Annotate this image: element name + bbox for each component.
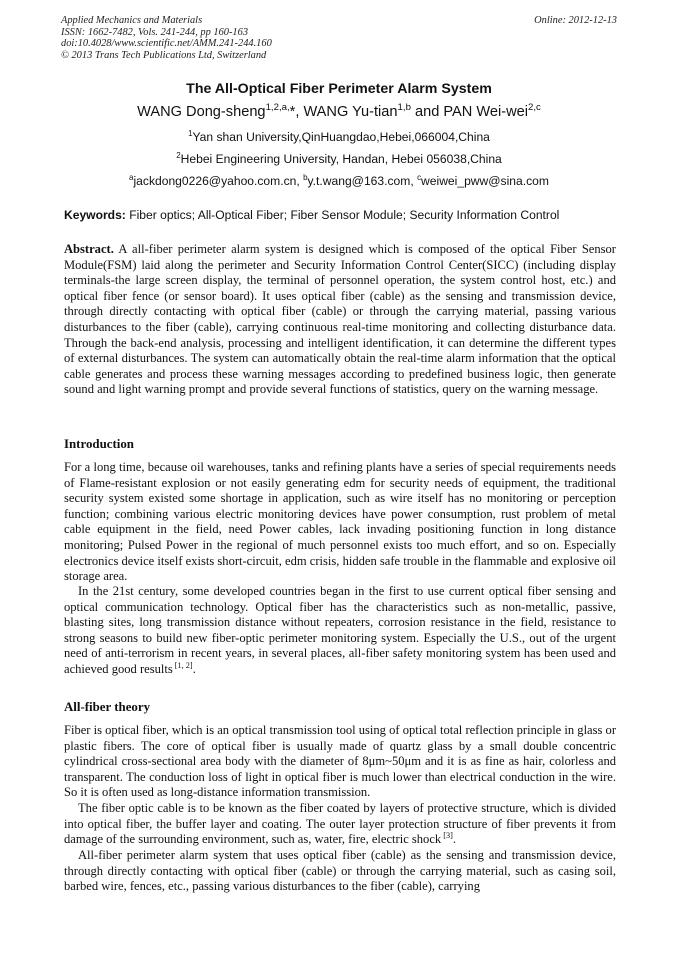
affiliation-text: Yan shan University,QinHuangdao,Hebei,066004,China [192, 130, 490, 144]
email-text: weiwei_pww@sina.com [421, 174, 549, 188]
theory-paragraph-2 [64, 801, 616, 848]
affiliation-sup: 2 [176, 150, 181, 160]
author-sup: 1,b [397, 102, 411, 114]
author-line [0, 104, 678, 120]
keywords-label: Keywords: [64, 208, 126, 222]
journal-name: Applied Mechanics and Materials [61, 15, 203, 26]
affiliation-text: Hebei Engineering University, Handan, Hebei 056038,China [180, 152, 502, 166]
theory-paragraph-2-text: The fiber optic cable is to be known as the fiber coated by layers of protective structure, which is divided into optical fiber, the buffer layer and coating. The outer layer protection structure of fiber prevents it from damage of the surrounding environment, such as, water, fire, electric shock [64, 801, 616, 847]
affiliation-2 [0, 152, 678, 166]
theory-paragraph-2-end: . [452, 832, 457, 847]
author-sep: *, [289, 104, 304, 120]
email-sup: b [303, 172, 308, 182]
author-name: PAN Wei-wei [443, 104, 529, 120]
issn-line: ISSN: 1662-7482, Vols. 241-244, pp 160-163 [61, 26, 249, 38]
email-text: y.t.wang@163.com, [307, 174, 418, 188]
intro-paragraph-2-end: . [192, 661, 196, 676]
running-header [61, 15, 617, 61]
citation-ref: [3] [441, 831, 453, 841]
email-text: jackdong0226@yahoo.com.cn, [133, 174, 304, 188]
keywords [64, 208, 616, 222]
keywords-text: Fiber optics; All-Optical Fiber; Fiber Sensor Module; Security Information Control [125, 208, 560, 222]
affiliation-1 [0, 130, 678, 144]
intro-paragraph-2 [64, 584, 616, 678]
author-name: WANG Dong-sheng [137, 104, 266, 120]
author-sup: 2,c [528, 102, 541, 114]
abstract-text: A all-fiber perimeter alarm system is designed which is composed of the optical Fiber Sensor Module(FSM) laid along the perimeter and Security Information Control Center(SICC) (including display terminals-the large screen display, the terminal of personnel operation, the system control host, etc.) and optical fiber fence (or sensor board). It uses optical fiber (cable) as the sensing and transmission device, through directly contacting with optical fiber (cable) or through the carrying material, passing various disturbances to the fiber (cable), carrying continuous real-time monitoring and collecting disturbance data. Through the back-end analysis, processing and intelligent identification, it can determine the different types of external disturbances. The system can automatically obtain the real-time alarm information that the optical cable generates and process these warning messages according to predefined business logic, then generate sound and light warning prompt and provide several functions of statistics, query on the warning message. [64, 242, 616, 397]
intro-paragraph-2-text: In the 21st century, some developed countries began in the first to use current optical fiber sensing and optical communication technology. Optical fiber has the characteristics such as non-metallic, passive, blasting sites, long transmission distance without repeaters, corrosion resistance in the field, resistance to strong seasons to build new fiber-optic perimeter monitoring system. Especially the U.S., out of the urgent need of anti-terrorism in recent years, in several places, all-fiber safety monitoring system has been used and achieved good results [64, 584, 616, 676]
author-name: WANG Yu-tian [303, 104, 398, 120]
section-heading-introduction: Introduction [64, 437, 134, 451]
section-heading-all-fiber-theory: All-fiber theory [64, 700, 151, 714]
citation-ref: [1, 2] [172, 660, 193, 670]
email-sup: c [417, 172, 422, 182]
abstract-label: Abstract. [64, 242, 114, 256]
author-sup: 1,2,a, [265, 102, 290, 114]
intro-paragraph-1: For a long time, because oil warehouses, tanks and refining plants have a series of special requirements needs of Flame-resistant explosion or not easily generating edm for security needs of equipment, the traditional security system existed some shortage in application, such as wire itself has no monitoring or perception function; combining various electric monitoring devices have power consumption, rust problem of metal cable equipment in the field, need Power cables, lack invading positioning function in long distance monitoring; Pulsed Power in the regional of much personnel exists too much effort, and so on. Especially electronics device itself exists short-circuit, edm crisis, hidden safe trouble in the flammable and explosive oil storage area. [64, 460, 616, 584]
doi-line: doi:10.4028/www.scientific.net/AMM.241-244.160 [61, 38, 272, 50]
online-date: Online: 2012-12-13 [534, 15, 617, 26]
paper-title: The All-Optical Fiber Perimeter Alarm System [186, 81, 492, 97]
theory-paragraph-3: All-fiber perimeter alarm system that uses optical fiber (cable) as the sensing and transmission device, through directly contacting with optical fiber (cable) or through the carrying material, such as casing soil, barbed wire, fences, etc., passing various disturbances to the fiber (cable), carrying [64, 848, 616, 894]
copyright-line: © 2013 Trans Tech Publications Ltd, Switzerland [61, 49, 267, 61]
author-sep: and [410, 104, 444, 120]
theory-paragraph-1: Fiber is optical fiber, which is an optical transmission tool using of optical total reflection principle in glass or plastic fibers. The core of optical fiber is usually made of quartz glass by a small double concentric cylindrical cross-sectional area body with the diameter of 8μm~50μm and it is as fine as hair, colorless and transparent. The conduction loss of light in optical fiber is much lower than electrical conduction in the wire. So it is often used as long-distance information transmission. [64, 723, 616, 800]
email-line [0, 174, 678, 188]
email-sup: a [129, 172, 134, 182]
abstract [64, 242, 616, 398]
affiliation-sup: 1 [188, 128, 193, 138]
